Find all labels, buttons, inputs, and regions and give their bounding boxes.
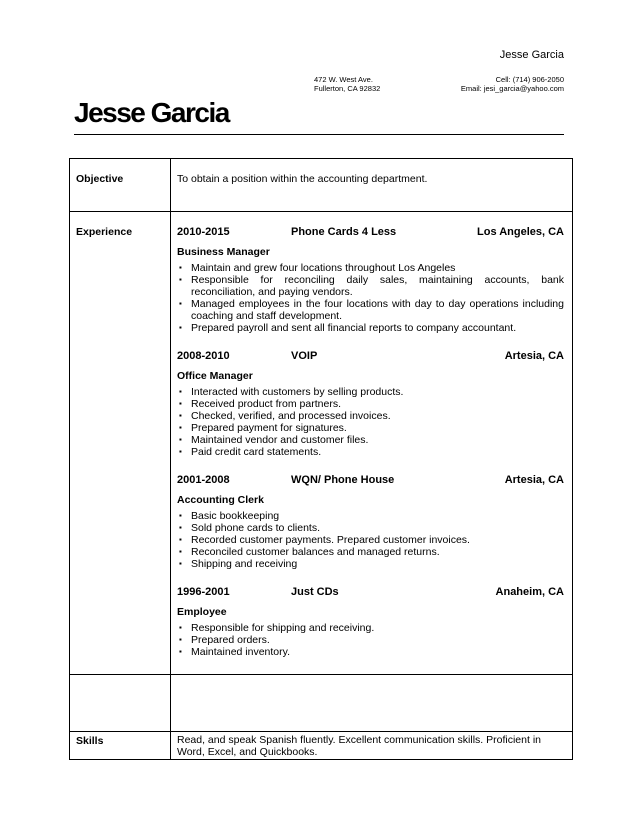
duty-text: Recorded customer payments. Prepared customer invoices. bbox=[191, 534, 470, 546]
email: Email: jesi_garcia@yahoo.com bbox=[460, 84, 564, 93]
bullet-icon: ▪ bbox=[179, 447, 182, 456]
job-years: 2001-2008 bbox=[177, 474, 230, 486]
duty-text: Received product from partners. bbox=[191, 398, 341, 410]
bullet-icon: ▪ bbox=[179, 635, 182, 644]
objective-row bbox=[70, 159, 573, 212]
address-line-1: 472 W. West Ave. bbox=[314, 75, 373, 84]
resume-table bbox=[69, 158, 573, 760]
job-entry bbox=[177, 226, 564, 334]
address-line-2: Fullerton, CA 92832 bbox=[314, 84, 381, 93]
job-header bbox=[177, 586, 564, 600]
empty-label-cell bbox=[70, 675, 171, 732]
job-company: WQN/ Phone House bbox=[291, 474, 395, 486]
experience-row bbox=[70, 212, 573, 675]
bullet-icon: ▪ bbox=[179, 263, 182, 272]
job-location: Artesia, CA bbox=[504, 350, 564, 362]
bullet-icon: ▪ bbox=[179, 523, 182, 532]
duty-item bbox=[177, 546, 564, 558]
skills-text: Read, and speak Spanish fluently. Excellent communication skills. Proficient in Word, Excel, and Quickbooks. bbox=[177, 734, 541, 758]
duty-text: Paid credit card statements. bbox=[191, 446, 322, 458]
job-header bbox=[177, 350, 564, 364]
duty-text: Interacted with customers by selling products. bbox=[191, 386, 404, 398]
duty-text: Maintain and grew four locations throughout Los Angeles bbox=[191, 262, 456, 274]
job-company: Phone Cards 4 Less bbox=[291, 226, 397, 238]
duty-item bbox=[177, 622, 564, 634]
bullet-icon: ▪ bbox=[179, 399, 182, 408]
resume-name-title: Jesse Garcia bbox=[74, 97, 229, 128]
duty-item bbox=[177, 558, 564, 570]
duty-item bbox=[177, 262, 564, 274]
job-header bbox=[177, 226, 564, 240]
duty-text: Prepared payment for signatures. bbox=[191, 422, 347, 434]
job-entry bbox=[177, 586, 564, 658]
duty-text: Responsible for reconciling daily sales, maintaining accounts, bank reconciliation, and paying vendors. bbox=[191, 274, 564, 298]
bullet-icon: ▪ bbox=[179, 511, 182, 520]
bullet-icon: ▪ bbox=[179, 435, 182, 444]
job-location: Anaheim, CA bbox=[495, 586, 564, 598]
skills-cell bbox=[171, 732, 573, 760]
duty-item bbox=[177, 386, 564, 398]
bullet-icon: ▪ bbox=[179, 547, 182, 556]
job-title: Business Manager bbox=[177, 246, 270, 258]
job-years: 1996-2001 bbox=[177, 586, 230, 598]
duty-item bbox=[177, 634, 564, 646]
bullet-icon: ▪ bbox=[179, 275, 182, 284]
bullet-icon: ▪ bbox=[179, 411, 182, 420]
bullet-icon: ▪ bbox=[179, 323, 182, 332]
job-location: Artesia, CA bbox=[504, 474, 564, 486]
duties-list bbox=[177, 262, 564, 334]
bullet-icon: ▪ bbox=[179, 623, 182, 632]
jobs-list bbox=[171, 212, 572, 658]
duty-text: Managed employees in the four locations with day to day operations including coaching and staff development. bbox=[191, 298, 564, 322]
job-company: VOIP bbox=[291, 350, 318, 362]
duty-text: Prepared orders. bbox=[191, 634, 270, 646]
duty-text: Basic bookkeeping bbox=[191, 510, 280, 522]
duty-item bbox=[177, 322, 564, 334]
duty-text: Prepared payroll and sent all financial reports to company accountant. bbox=[191, 322, 517, 334]
duty-text: Responsible for shipping and receiving. bbox=[191, 622, 375, 634]
duties-list bbox=[177, 622, 564, 658]
duties-list bbox=[177, 386, 564, 458]
duty-item bbox=[177, 534, 564, 546]
job-header bbox=[177, 474, 564, 488]
duty-item bbox=[177, 510, 564, 522]
objective-label: Objective bbox=[70, 159, 171, 212]
bullet-icon: ▪ bbox=[179, 647, 182, 656]
duty-item bbox=[177, 446, 564, 458]
duty-item bbox=[177, 298, 564, 322]
bullet-icon: ▪ bbox=[179, 535, 182, 544]
job-company: Just CDs bbox=[291, 586, 339, 598]
job-entry bbox=[177, 474, 564, 570]
job-years: 2010-2015 bbox=[177, 226, 230, 238]
experience-label: Experience bbox=[70, 212, 171, 675]
duty-text: Maintained inventory. bbox=[191, 646, 291, 658]
duty-item bbox=[177, 398, 564, 410]
objective-cell bbox=[171, 159, 573, 212]
empty-value-cell bbox=[171, 675, 573, 732]
job-title: Accounting Clerk bbox=[177, 494, 264, 506]
duty-text: Shipping and receiving bbox=[191, 558, 298, 570]
bullet-icon: ▪ bbox=[179, 387, 182, 396]
duty-item bbox=[177, 422, 564, 434]
objective-text: To obtain a position within the accounting department. bbox=[177, 173, 428, 185]
contact-block bbox=[461, 75, 564, 93]
duty-item bbox=[177, 646, 564, 658]
address-block bbox=[314, 75, 380, 93]
cell-phone: Cell: (714) 906-2050 bbox=[495, 75, 564, 84]
header-divider bbox=[74, 134, 564, 135]
empty-row bbox=[70, 675, 573, 732]
duty-text: Checked, verified, and processed invoices. bbox=[191, 410, 391, 422]
bullet-icon: ▪ bbox=[179, 559, 182, 568]
duty-text: Sold phone cards to clients. bbox=[191, 522, 320, 534]
bullet-icon: ▪ bbox=[179, 423, 182, 432]
duty-text: Reconciled customer balances and managed returns. bbox=[191, 546, 440, 558]
duties-list bbox=[177, 510, 564, 570]
skills-row bbox=[70, 732, 573, 760]
skills-label: Skills bbox=[70, 732, 171, 760]
job-entry bbox=[177, 350, 564, 458]
job-title: Office Manager bbox=[177, 370, 253, 382]
bullet-icon: ▪ bbox=[179, 299, 182, 308]
duty-item bbox=[177, 410, 564, 422]
duty-item bbox=[177, 522, 564, 534]
duty-text: Maintained vendor and customer files. bbox=[191, 434, 369, 446]
job-years: 2008-2010 bbox=[177, 350, 230, 362]
duty-item bbox=[177, 274, 564, 298]
experience-cell bbox=[171, 212, 573, 675]
job-title: Employee bbox=[177, 606, 227, 618]
duty-item bbox=[177, 434, 564, 446]
job-location: Los Angeles, CA bbox=[477, 226, 564, 238]
header-name-small: Jesse Garcia bbox=[499, 49, 564, 61]
